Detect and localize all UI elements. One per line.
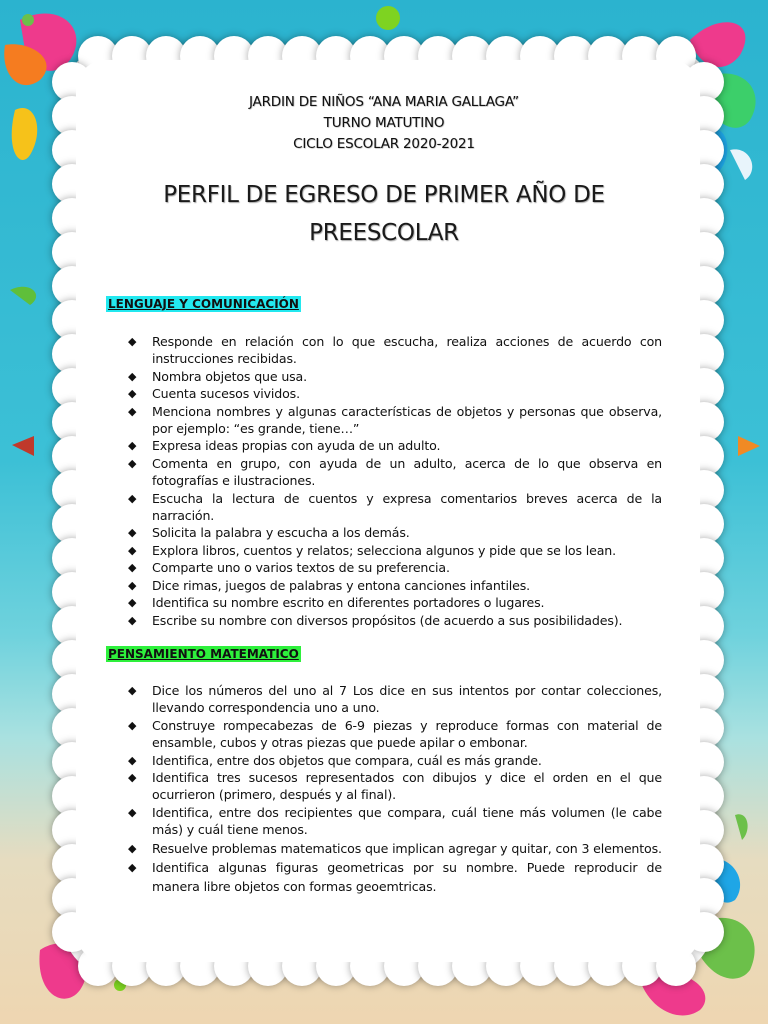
language-skills-list	[124, 333, 662, 629]
list-item	[124, 455, 662, 490]
list-item-text: Identifica su nombre escrito en diferentes portadores o lugares.	[152, 595, 545, 611]
list-item-text: Comenta en grupo, con ayuda de un adulto, acerca de lo que observa en fotografías e ilustraciones.	[152, 455, 662, 489]
diamond-bullet-icon: ◆	[128, 439, 137, 453]
list-item	[124, 437, 662, 454]
list-item-text: Escribe su nombre con diversos propósitos (de acuerdo a sus posibilidades).	[152, 612, 623, 628]
school-shift: TURNO MATUTINO	[323, 115, 445, 131]
list-item	[124, 612, 662, 629]
list-item	[124, 542, 662, 559]
diamond-bullet-icon: ◆	[128, 335, 137, 348]
list-item	[124, 858, 662, 896]
diamond-bullet-icon: ◆	[128, 578, 137, 592]
list-item	[124, 752, 662, 769]
diamond-bullet-icon: ◆	[128, 561, 137, 575]
diamond-bullet-icon: ◆	[128, 805, 137, 819]
list-item	[124, 717, 662, 752]
diamond-bullet-icon: ◆	[128, 543, 137, 557]
list-item-text: Menciona nombres y algunas características de objetos y personas que observa, por ejemplo: “es grande, tiene…”	[152, 403, 662, 437]
diamond-bullet-icon: ◆	[128, 404, 137, 418]
diamond-bullet-icon: ◆	[128, 684, 137, 697]
list-item	[124, 368, 662, 385]
list-item	[124, 524, 662, 541]
section-heading-language: LENGUAJE Y COMUNICACIÓN	[108, 297, 299, 311]
title-line-1: PERFIL DE EGRESO DE PRIMER AÑO DE	[163, 182, 605, 208]
list-item-text: Solicita la palabra y escucha a los demás.	[152, 525, 410, 541]
diamond-bullet-icon: ◆	[128, 718, 137, 732]
school-cycle: CICLO ESCOLAR 2020-2021	[293, 136, 475, 152]
list-item-text: Identifica algunas figuras geometricas por su nombre. Puede reproducir de manera libre objetos con formas geoemtricas.	[152, 859, 662, 894]
diamond-bullet-icon: ◆	[128, 491, 137, 505]
list-item	[124, 559, 662, 576]
diamond-bullet-icon: ◆	[128, 753, 137, 767]
diamond-bullet-icon: ◆	[128, 456, 137, 470]
list-item-text: Comparte uno o varios textos de su preferencia.	[152, 560, 450, 576]
list-item	[124, 577, 662, 594]
diamond-bullet-icon: ◆	[128, 860, 137, 874]
list-item-text: Resuelve problemas matematicos que implican agregar y quitar, con 3 elementos.	[152, 840, 662, 856]
diamond-bullet-icon: ◆	[128, 387, 137, 401]
list-item-text: Dice los números del uno al 7 Los dice en sus intentos por contar colecciones, llevando correspondencia uno a uno.	[152, 683, 662, 716]
list-item-text: Dice rimas, juegos de palabras y entona canciones infantiles.	[152, 577, 531, 593]
diamond-bullet-icon: ◆	[128, 771, 137, 785]
list-item	[124, 490, 662, 525]
page-title	[0, 176, 768, 252]
list-item-text: Responde en relación con lo que escucha, realiza acciones de acuerdo con instrucciones recibidas.	[152, 334, 662, 367]
list-item-text: Identifica, entre dos objetos que compara, cuál es más grande.	[152, 752, 542, 768]
list-item	[124, 682, 662, 717]
list-item-text: Identifica tres sucesos representados con dibujos y dice el orden en el que ocurrieron (primero, después y al final).	[152, 770, 662, 803]
title-line-2: PREESCOLAR	[309, 220, 459, 246]
list-item	[124, 385, 662, 402]
list-item	[124, 839, 662, 858]
diamond-bullet-icon: ◆	[128, 613, 137, 627]
diamond-bullet-icon: ◆	[128, 596, 137, 610]
list-item	[124, 333, 662, 368]
diamond-bullet-icon: ◆	[128, 526, 137, 540]
list-item-text: Expresa ideas propias con ayuda de un adulto.	[152, 438, 441, 454]
list-item-text: Escucha la lectura de cuentos y expresa comentarios breves acerca de la narración.	[152, 490, 662, 524]
school-name: JARDIN DE NIÑOS “ANA MARIA GALLAGA”	[249, 94, 519, 110]
list-item	[124, 769, 662, 804]
list-item-text: Cuenta sucesos vividos.	[152, 386, 300, 402]
list-item-text: Identifica, entre dos recipientes que compara, cuál tiene más volumen (le cabe más) y cuál tiene menos.	[152, 804, 662, 838]
list-item	[124, 594, 662, 611]
math-skills-list	[124, 682, 662, 896]
list-item	[124, 403, 662, 438]
list-item-text: Explora libros, cuentos y relatos; selecciona algunos y pide que se los lean.	[152, 542, 616, 558]
diamond-bullet-icon: ◆	[128, 369, 137, 383]
list-item-text: Construye rompecabezas de 6-9 piezas y reproduce formas con material de ensamble, cubos y otras piezas que puede apilar o embonar.	[152, 717, 662, 751]
diamond-bullet-icon: ◆	[128, 841, 137, 855]
section-heading-math: PENSAMIENTO MATEMATICO	[108, 647, 299, 661]
list-item-text: Nombra objetos que usa.	[152, 368, 307, 384]
list-item	[124, 804, 662, 839]
